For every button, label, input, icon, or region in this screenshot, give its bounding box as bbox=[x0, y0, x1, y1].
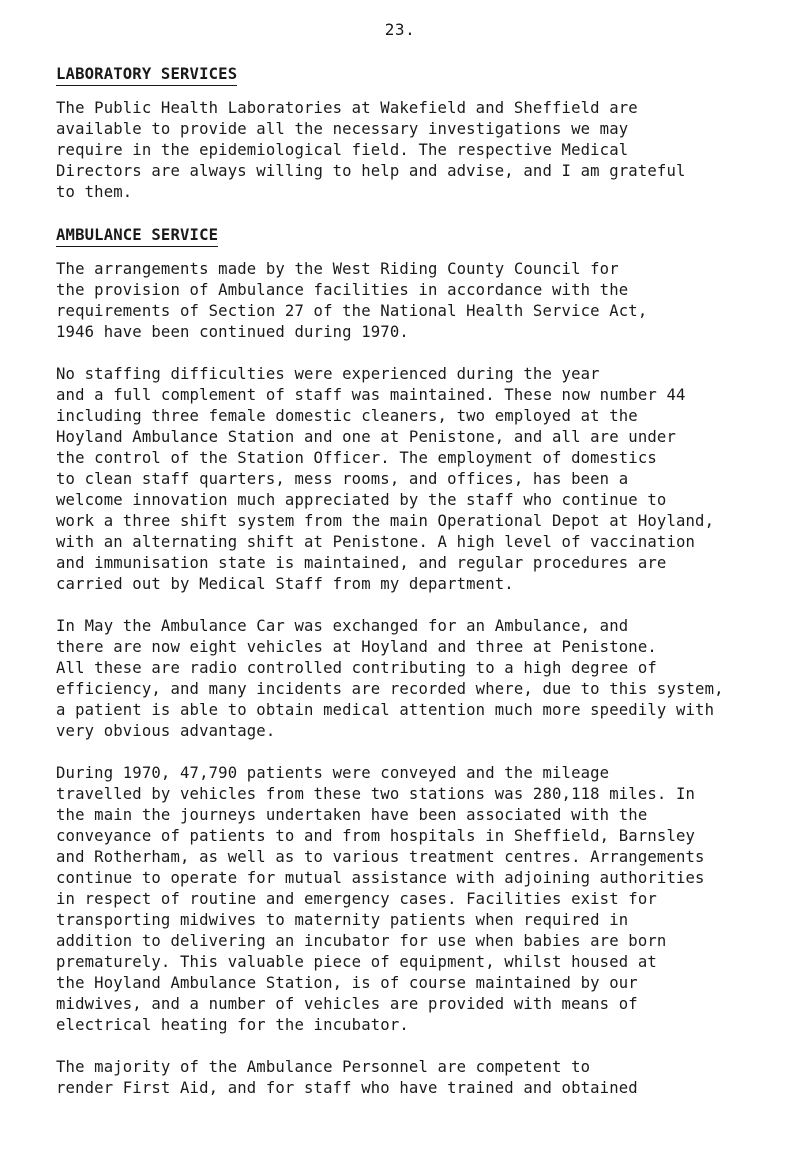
paragraph-arrangements: The arrangements made by the West Riding County Council for the provision of Ambulance facilities in accordance with the requirements of Section 27 of the National Health Service Act, 1946 have been continued during 1970. bbox=[56, 260, 648, 341]
section-ambulance-service bbox=[56, 225, 776, 1099]
paragraph-laboratory-services: The Public Health Laboratories at Wakefield and Sheffield are available to provide all the necessary investigations we may require in the epidemiological field. The respective Medical Directors are always willing to help and advise, and I am grateful to them. bbox=[56, 99, 686, 201]
paragraph-patients-conveyed: During 1970, 47,790 patients were conveyed and the mileage travelled by vehicles from these two stations was 280,118 miles. In the main the journeys undertaken have been associated with the conveyance of patients to and from hospitals in Sheffield, Barnsley and Rotherham, as well as to various treatment centres. Arrangements continue to operate for mutual assistance with adjoining authorities in respect of routine and emergency cases. Facilities exist for transporting midwives to maternity patients when required in addition to delivering an incubator for use when babies are born prematurely. This valuable piece of equipment, whilst housed at the Hoyland Ambulance Station, is of course maintained by our midwives, and a number of vehicles are provided with means of electrical heating for the incubator. bbox=[56, 764, 705, 1034]
section-heading-laboratory-services: LABORATORY SERVICES bbox=[56, 64, 237, 86]
paragraph-first-aid: The majority of the Ambulance Personnel are competent to render First Aid, and for staff who have trained and obtained bbox=[56, 1058, 638, 1097]
page-number: 23. bbox=[384, 20, 416, 39]
paragraph-vehicles: In May the Ambulance Car was exchanged for an Ambulance, and there are now eight vehicles at Hoyland and three at Penistone. All these are radio controlled contributing to a high degree of efficiency, and many incidents are recorded where, due to this system, a patient is able to obtain medical attention much more speedily with very obvious advantage. bbox=[56, 617, 724, 740]
page-content bbox=[56, 64, 776, 1099]
section-heading-ambulance-service: AMBULANCE SERVICE bbox=[56, 225, 218, 247]
section-laboratory-services bbox=[56, 64, 776, 203]
paragraph-staffing: No staffing difficulties were experienced during the year and a full complement of staff was maintained. These now number 44 including three female domestic cleaners, two employed at the Hoyland Ambulance Station and one at Penistone, and all are under the control of the Station Officer. The employment of domestics to clean staff quarters, mess rooms, and offices, has been a welcome innovation much appreciated by the staff who continue to work a three shift system from the main Operational Depot at Hoyland, with an alternating shift at Penistone. A high level of vaccination and immunisation state is maintained, and regular procedures are carried out by Medical Staff from my department. bbox=[56, 365, 715, 593]
